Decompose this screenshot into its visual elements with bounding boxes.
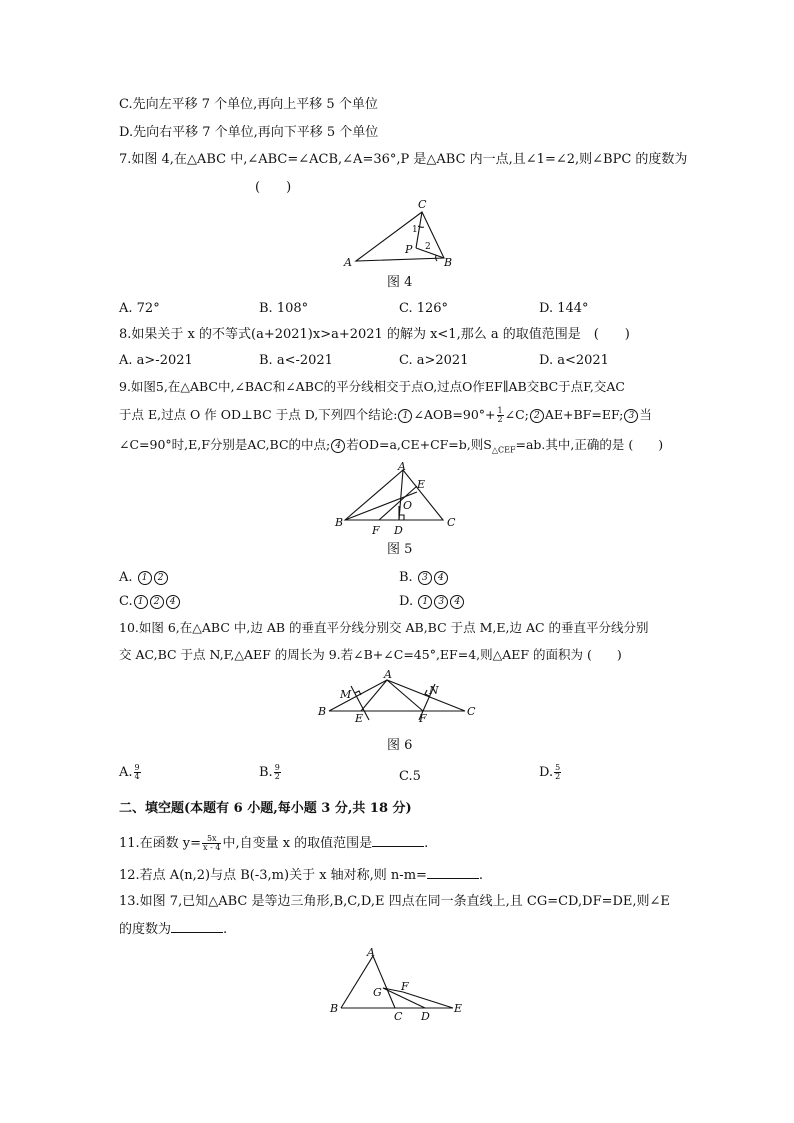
q7-option-b: B. 108° — [259, 301, 309, 316]
fig5-label-b: B — [335, 516, 344, 529]
fig4-label-1: 1 — [412, 225, 418, 235]
q11-fraction — [202, 835, 221, 852]
fig4-label-2: 2 — [425, 242, 431, 252]
fig6-label-b: B — [318, 705, 327, 718]
fig4-label-a: A — [344, 256, 352, 269]
fig6-label-e: E — [355, 712, 364, 725]
figure-5-caption: 图 5 — [387, 542, 413, 557]
fig4-shapes — [356, 212, 444, 261]
q10-option-d-num: 5 — [555, 763, 561, 772]
q10-option-a-num: 9 — [134, 763, 140, 772]
fig7-label-g: G — [373, 986, 382, 999]
fig5-shapes — [345, 470, 443, 520]
fig6-label-c: C — [467, 705, 476, 718]
q8-option-b: B. a<-2021 — [259, 353, 333, 368]
q12-end: . — [478, 868, 484, 883]
q10-option-b-den: 2 — [274, 772, 280, 781]
q9-option-d-c1: 1 — [418, 595, 432, 609]
q9-line-3 — [119, 436, 663, 460]
q7-stem: 7.如图 4,在△ABC 中,∠ABC=∠ACB,∠A=36°,P 是△ABC 内一点,且∠1=∠2,则∠BPC 的度数为 — [119, 152, 688, 167]
q11-end: . — [424, 836, 429, 851]
q10-option-a-den: 4 — [134, 772, 140, 781]
q11-post: 中,自变量 x 的取值范围是 — [222, 836, 373, 851]
q10-option-a-letter: A. — [119, 765, 133, 780]
fig7-label-c: C — [394, 1010, 403, 1023]
fig5-bisector-a — [399, 470, 403, 520]
q9-line-2 — [119, 406, 652, 424]
q9-conclusion-1-tail: ∠C; — [504, 407, 529, 422]
q7-answer-paren: ( ) — [255, 180, 292, 195]
q10-option-b-letter: B. — [259, 765, 273, 780]
q9-option-d — [399, 593, 465, 611]
fig5-label-c: C — [447, 516, 456, 529]
q8-stem: 8.如果关于 x 的不等式(a+2021)x>a+2021 的解为 x<1,那么 a 的取值范围是 ( ) — [119, 327, 630, 342]
q13-answer-blank[interactable] — [171, 920, 223, 933]
q6-option-d: D.先向右平移 7 个单位,再向下平移 5 个单位 — [119, 125, 379, 140]
q10-option-c-text: C.5 — [399, 769, 421, 784]
q9-circled-4: 4 — [331, 439, 345, 453]
section-2-title: 二、填空题(本题有 6 小题,每小题 3 分,共 18 分) — [119, 801, 412, 816]
q9-option-c — [119, 593, 181, 611]
q9-circled-1: 1 — [398, 409, 412, 423]
q12 — [119, 866, 483, 885]
q9-conclusion-4-tail: =ab.其中,正确的是 ( ) — [515, 437, 664, 452]
figure-4-caption: 图 4 — [387, 275, 413, 290]
q9-conclusion-1: ∠AOB=90°+ — [413, 407, 496, 422]
q9-option-a-c2: 2 — [154, 571, 168, 585]
q9-option-c-c2: 2 — [150, 595, 164, 609]
q9-option-c-c1: 1 — [134, 595, 148, 609]
q10-option-b-frac — [274, 764, 281, 781]
q13-line-2 — [119, 920, 227, 939]
q10-line-2: 交 AC,BC 于点 N,F,△AEF 的周长为 9.若∠B+∠C=45°,EF=4,则△AEF 的面积为 ( ) — [119, 647, 622, 662]
q11-frac-den: x - 4 — [203, 843, 221, 852]
figure-5 — [335, 462, 465, 538]
fig5-label-o: O — [403, 499, 413, 512]
fig4-angle1-arc — [418, 226, 424, 227]
fig6-ae — [361, 680, 387, 711]
figure-4 — [340, 198, 460, 270]
fig7-fe — [403, 992, 453, 1008]
q12-answer-blank[interactable] — [427, 866, 479, 879]
q10-option-b — [259, 764, 282, 782]
q10-option-d-frac — [554, 764, 561, 781]
q9-option-c-letter: C. — [119, 594, 133, 609]
fig5-label-a: A — [398, 460, 406, 473]
q11-pre: 11.在函数 y= — [119, 836, 202, 851]
q11 — [119, 834, 428, 853]
fig7-label-d: D — [421, 1010, 430, 1023]
q13-line-2-text: 的度数为 — [119, 922, 172, 937]
fig7-label-a: A — [367, 946, 375, 959]
q9-option-d-c2: 3 — [434, 595, 448, 609]
fig7-label-e: E — [454, 1002, 463, 1015]
fig5-label-f: F — [372, 524, 380, 537]
figure-6 — [315, 670, 480, 728]
q12-text: 12.若点 A(n,2)与点 B(-3,m)关于 x 轴对称,则 n-m= — [119, 868, 427, 883]
figure-7 — [325, 944, 470, 1022]
q10-line-1: 10.如图 6,在△ABC 中,边 AB 的垂直平分线分别交 AB,BC 于点 M,E,边 AC 的垂直平分线分别 — [119, 620, 649, 635]
q10-option-b-num: 9 — [274, 763, 280, 772]
fig5-label-d: D — [394, 524, 403, 537]
q7-option-a: A. 72° — [119, 301, 160, 316]
q10-option-d — [539, 764, 562, 782]
fig7-label-b: B — [330, 1002, 339, 1015]
q9-conclusion-4: 若OD=a,CE+CF=b,则S — [346, 437, 492, 452]
q9-circled-2: 2 — [530, 409, 544, 423]
q9-frac-num: 1 — [497, 406, 503, 415]
q9-conclusion-3-head: 当 — [639, 407, 652, 422]
q9-option-d-c3: 4 — [450, 595, 464, 609]
fig7-triangle — [341, 956, 395, 1008]
q8-option-c: C. a>2021 — [399, 353, 469, 368]
q6-option-c: C.先向左平移 7 个单位,再向上平移 5 个单位 — [119, 97, 378, 112]
q9-option-b — [399, 569, 449, 587]
q9-option-b-c2: 4 — [434, 571, 448, 585]
fig6-label-n: N — [429, 684, 439, 697]
q9-option-a — [119, 569, 169, 587]
q9-option-c-c3: 4 — [166, 595, 180, 609]
fig7-shapes — [341, 956, 453, 1008]
q7-option-c: C. 126° — [399, 301, 449, 316]
q11-frac-num: 5x — [202, 835, 221, 844]
q9-conclusion-2: AE+BF=EF; — [544, 407, 624, 422]
q10-option-d-den: 2 — [555, 772, 561, 781]
q9-line-1: 9.如图5,在△ABC中,∠BAC和∠ABC的平分线相交于点O,过点O作EF∥AB交BC于点F,交AC — [119, 379, 625, 394]
q10-option-c — [399, 768, 421, 786]
fig6-label-f: F — [419, 712, 427, 725]
q7-option-d: D. 144° — [539, 301, 589, 316]
q13-line-1: 13.如图 7,已知△ABC 是等边三角形,B,C,D,E 四点在同一条直线上,且 CG=CD,DF=DE,则∠E — [119, 894, 670, 909]
fig6-label-a: A — [384, 668, 392, 681]
figure-6-caption: 图 6 — [387, 738, 413, 753]
q9-option-a-letter: A. — [119, 570, 133, 585]
q10-option-a-frac — [134, 764, 141, 781]
q11-answer-blank[interactable] — [372, 834, 424, 847]
q9-frac-den: 2 — [497, 415, 503, 424]
q9-line-2-text: 于点 E,过点 O 作 OD⊥BC 于点 D,下列四个结论: — [119, 407, 398, 422]
q9-fraction — [497, 407, 504, 424]
fig4-label-b: B — [444, 256, 453, 269]
fig5-triangle — [345, 470, 443, 520]
fig7-label-f: F — [401, 980, 409, 993]
q9-conclusion-3: ∠C=90°时,E,F分别是AC,BC的中点; — [119, 437, 331, 452]
q10-option-a — [119, 764, 142, 782]
q9-option-b-c1: 3 — [418, 571, 432, 585]
q10-option-d-letter: D. — [539, 765, 554, 780]
q9-option-a-c1: 1 — [138, 571, 152, 585]
q9-option-d-letter: D. — [399, 594, 414, 609]
fig4-label-c: C — [418, 198, 427, 211]
fig6-label-m: M — [340, 688, 352, 701]
q9-circled-3: 3 — [624, 409, 638, 423]
fig5-label-e: E — [417, 478, 426, 491]
q8-option-a: A. a>-2021 — [119, 353, 193, 368]
fig6-af — [387, 680, 423, 711]
fig4-label-p: P — [405, 243, 413, 256]
q9-option-b-letter: B. — [399, 570, 413, 585]
q9-subscript: △CEF — [491, 445, 516, 455]
q8-option-d: D. a<2021 — [539, 353, 609, 368]
q13-end: . — [223, 922, 228, 937]
